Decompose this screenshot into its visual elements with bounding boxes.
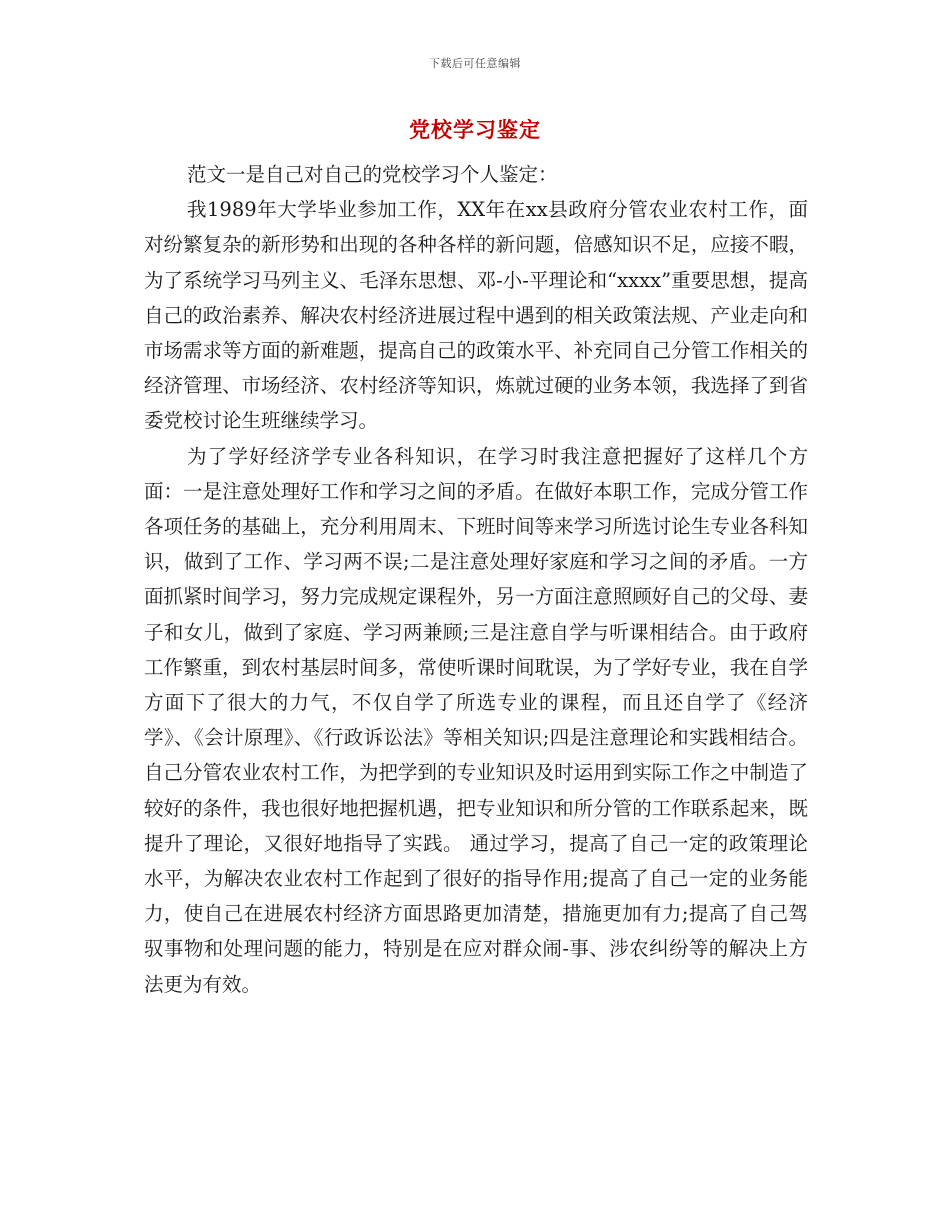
- header-note: 下载后可任意编辑: [429, 57, 521, 70]
- paragraph-background: 我1989年大学毕业参加工作，XX年在xx县政府分管农业农村工作，面对纷繁复杂的新形势和出现的各种各样的新问题，倍感知识不足，应接不暇，为了系统学习马列主义、毛泽东思想、邓-小-平理论和“xxxx”重要思想，提高自己的政治素养、解决农村经济进展过程中遇到的相关政策法规、产业走向和市场需求等方面的新难题，提高自己的政策水平、补充同自己分管工作相关的经济管理、市场经济、农村经济等知识，炼就过硬的业务本领，我选择了到省委党校讨论生班继续学习。: [144, 198, 808, 433]
- page-title: 党校学习鉴定: [409, 118, 541, 142]
- paragraph-intro: 范文一是自己对自己的党校学习个人鉴定：: [187, 163, 558, 186]
- document-body: [144, 157, 808, 1002]
- paragraph-study-methods: 为了学好经济学专业各科知识，在学习时我注意把握好了这样几个方面：一是注意处理好工作和学习之间的矛盾。在做好本职工作，完成分管工作各项任务的基础上，充分利用周末、下班时间等来学习所选讨论生专业各科知识，做到了工作、学习两不误;二是注意处理好家庭和学习之间的矛盾。一方面抓紧时间学习，努力完成规定课程外，另一方面注意照顾好自己的父母、妻子和女儿，做到了家庭、学习两兼顾;三是注意自学与听课相结合。由于政府工作繁重，到农村基层时间多，常使听课时间耽误，为了学好专业，我在自学方面下了很大的力气，不仅自学了所选专业的课程，而且还自学了《经济学》、《会计原理》、《行政诉讼法》等相关知识;四是注意理论和实践相结合。自己分管农业农村工作，为把学到的专业知识及时运用到实际工作之中制造了较好的条件，我也很好地把握机遇，把专业知识和所分管的工作联系起来，既提升了理论，又很好地指导了实践。 通过学习，提高了自己一定的政策理论水平，为解决农业农村工作起到了很好的指导作用;提高了自己一定的业务能力，使自己在进展农村经济方面思路更加清楚，措施更加有力;提高了自己驾驭事物和处理问题的能力，特别是在应对群众闹-事、涉农纠纷等的解决上方法更为有效。: [144, 444, 808, 996]
